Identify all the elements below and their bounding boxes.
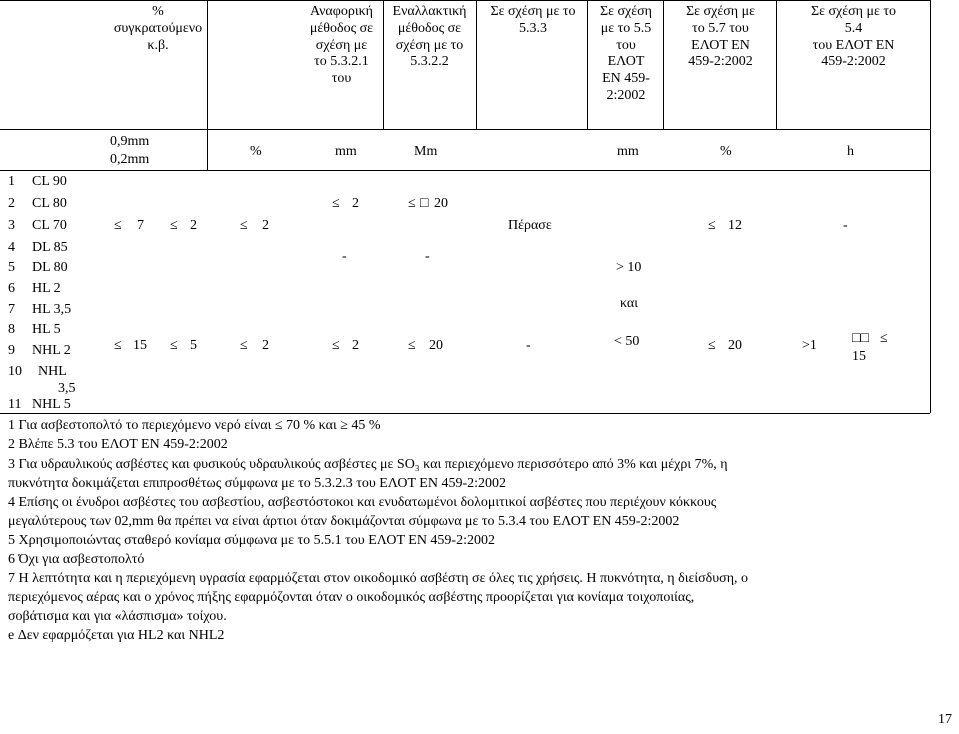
footnote-7-cont-2: σοβάτισμα και για «λάσπισμα» τοίχου. bbox=[8, 609, 227, 624]
r3-le-sign-4: ≤ bbox=[708, 218, 716, 233]
r9-less-than-50: < 50 bbox=[614, 334, 640, 349]
r9-greater-than-1: >1 bbox=[802, 338, 817, 353]
r9-value-2b: 2 bbox=[352, 338, 359, 353]
header-clause-5-3-3: Σε σχέση με το 5.3.3 bbox=[490, 4, 576, 36]
header-bottom-border bbox=[0, 129, 930, 130]
r3-dash: - bbox=[843, 218, 848, 233]
row-3-name: CL 70 bbox=[32, 218, 67, 233]
r2-box-glyph: □ bbox=[420, 196, 429, 211]
r2-value-2: 2 bbox=[352, 196, 359, 211]
footnote-7: 7 Η λεπτότητα και η περιεχόμενη υγρασία εφαρμόζεται στον οικοδομικό ασβέστη σε όλες τις χρήσεις. Η πυκνότητα, η διείσδυση, ο bbox=[8, 571, 749, 586]
r9-value-2a: 2 bbox=[262, 338, 269, 353]
row-10-name: NHL bbox=[38, 364, 67, 379]
r2-value-20: 20 bbox=[434, 196, 448, 211]
row-1-num: 1 bbox=[8, 174, 15, 189]
r3-le-sign-2: ≤ bbox=[170, 218, 178, 233]
row-7-num: 7 bbox=[8, 302, 15, 317]
footnote-7-cont: περιεχόμενος αέρας και ο χρόνος πήξης εφαρμόζονται όταν ο οικοδομικός ασβέστης προορίζεται για κονίαμα τοιχοποιίας, bbox=[8, 590, 695, 605]
row-1-name: CL 90 bbox=[32, 174, 67, 189]
r9-le-sign-4: ≤ bbox=[332, 338, 340, 353]
r3-value-2b: 2 bbox=[262, 218, 269, 233]
r9-le-sign-2: ≤ bbox=[170, 338, 178, 353]
r2-le-sign: ≤ bbox=[332, 196, 340, 211]
table-top-border bbox=[0, 0, 930, 1]
unit-mm-2: mm bbox=[617, 144, 639, 159]
header-alternative-method: Εναλλακτική μέθοδος σε σχέση με το 5.3.2.2 bbox=[392, 4, 467, 70]
r45-dash-2: - bbox=[425, 249, 430, 264]
r9-value-5: 5 bbox=[190, 338, 197, 353]
unit-percent: % bbox=[250, 144, 262, 159]
row-5-name: DL 80 bbox=[32, 260, 68, 275]
r10-value-15: 15 bbox=[852, 349, 866, 364]
footnote-5: 5 Χρησιμοποιώντας σταθερό κονίαμα σύμφωνα με το 5.5.1 του ΕΛΟΤ ΕΝ 459-2:2002 bbox=[8, 533, 495, 548]
r3-le-sign-1: ≤ bbox=[114, 218, 122, 233]
row-7-name: HL 3,5 bbox=[32, 302, 72, 317]
row-2-num: 2 bbox=[8, 196, 15, 211]
r3-value-12: 12 bbox=[728, 218, 742, 233]
r9-le-sign-6: ≤ bbox=[708, 338, 716, 353]
r9-value-15: 15 bbox=[133, 338, 147, 353]
r9-le-sign-1: ≤ bbox=[114, 338, 122, 353]
footnote-1: 1 Για ασβεστοπολτό το περιεχόμενο νερό είναι ≤ 70 % και ≥ 45 % bbox=[8, 418, 381, 433]
r3-le-sign-3: ≤ bbox=[240, 218, 248, 233]
row-8-num: 8 bbox=[8, 322, 15, 337]
unit-percent-2: % bbox=[720, 144, 732, 159]
page-number: 17 bbox=[938, 712, 952, 727]
footnote-3-cont: πυκνότητα δοκιμάζεται επιπροσθέτως σύμφωνα με το 5.3.2.3 του ΕΛΟΤ ΕΝ 459-2:2002 bbox=[8, 476, 507, 491]
header-percent-retained: % συγκρατούμενο κ.β. bbox=[113, 4, 203, 53]
r3-value-7: 7 bbox=[137, 218, 144, 233]
table-right-border bbox=[930, 0, 931, 413]
footnote-2: 2 Βλέπε 5.3 του ΕΛΟΤ ΕΝ 459-2:2002 bbox=[8, 437, 228, 452]
footnote-4: 4 Επίσης οι ένυδροι ασβέστες του ασβεστίου, ασβεστόστοκοι και ενυδατωμένοι δολομιτικοί ασβέστες που περιέχουν κόκκους bbox=[8, 495, 717, 510]
row-10-name-cont: 3,5 bbox=[58, 381, 76, 396]
r3-value-2a: 2 bbox=[190, 218, 197, 233]
row-11-name: NHL 5 bbox=[32, 397, 71, 412]
row-5-num: 5 bbox=[8, 260, 15, 275]
unit-sieve-0-9mm: 0,9mm bbox=[110, 134, 150, 149]
r9-le-sign-7: ≤ bbox=[880, 331, 888, 346]
r5-greater-than-10: > 10 bbox=[616, 260, 642, 275]
unit-Mm: Mm bbox=[414, 144, 438, 159]
r7-and: και bbox=[620, 296, 639, 311]
footnote-3: 3 Για υδραυλικούς ασβέστες και φυσικούς υδραυλικούς ασβέστες με SO₃ και περιεχόμενο περισσότερο από 3% και μέχρι 7%, η bbox=[8, 457, 728, 472]
units-row-bottom-border bbox=[0, 170, 930, 171]
r9-value-20b: 20 bbox=[728, 338, 742, 353]
header-reference-method: Αναφορική μέθοδος σε σχέση με το 5.3.2.1 του bbox=[309, 4, 374, 87]
r9-dash: - bbox=[526, 338, 531, 353]
row-2-name: CL 80 bbox=[32, 196, 67, 211]
header-clause-5-5: Σε σχέση με το 5.5 του ΕΛΟΤ ΕΝ 459- 2:2002 bbox=[599, 4, 653, 103]
r2-le-sign-2: ≤ bbox=[408, 196, 416, 211]
r9-le-sign-3: ≤ bbox=[240, 338, 248, 353]
row-3-num: 3 bbox=[8, 218, 15, 233]
row-4-name: DL 85 bbox=[32, 240, 68, 255]
footnote-4-cont: μεγαλύτερους των 02,mm θα πρέπει να είναι άρτιοι όταν δοκιμάζονται σύμφωνα με το 5.3.4 του ΕΛΟΤ ΕΝ 459-2:2002 bbox=[8, 514, 680, 529]
header-clause-5-7: Σε σχέση με το 5.7 του ΕΛΟΤ ΕΝ 459-2:2002 bbox=[686, 4, 755, 70]
table-bottom-border bbox=[0, 413, 930, 414]
r9-box-glyphs: □□ bbox=[852, 331, 869, 346]
header-clause-5-4: Σε σχέση με το 5.4 του ΕΛΟΤ ΕΝ 459-2:2002 bbox=[810, 4, 897, 70]
row-8-name: HL 5 bbox=[32, 322, 61, 337]
r9-value-20: 20 bbox=[429, 338, 443, 353]
r3-passed: Πέρασε bbox=[508, 218, 552, 233]
footnote-6: 6 Όχι για ασβεστοπολτό bbox=[8, 552, 145, 567]
unit-mm: mm bbox=[335, 144, 357, 159]
row-4-num: 4 bbox=[8, 240, 15, 255]
row-10-num: 10 bbox=[8, 364, 22, 379]
row-11-num: 11 bbox=[8, 397, 22, 412]
row-9-num: 9 bbox=[8, 343, 15, 358]
row-6-num: 6 bbox=[8, 281, 15, 296]
footnote-e: e Δεν εφαρμόζεται για HL2 και NHL2 bbox=[8, 628, 225, 643]
row-6-name: HL 2 bbox=[32, 281, 61, 296]
r45-dash-1: - bbox=[342, 249, 347, 264]
unit-hours: h bbox=[847, 144, 854, 159]
unit-sieve-0-2mm: 0,2mm bbox=[110, 152, 150, 167]
row-9-name: NHL 2 bbox=[32, 343, 71, 358]
r9-le-sign-5: ≤ bbox=[408, 338, 416, 353]
